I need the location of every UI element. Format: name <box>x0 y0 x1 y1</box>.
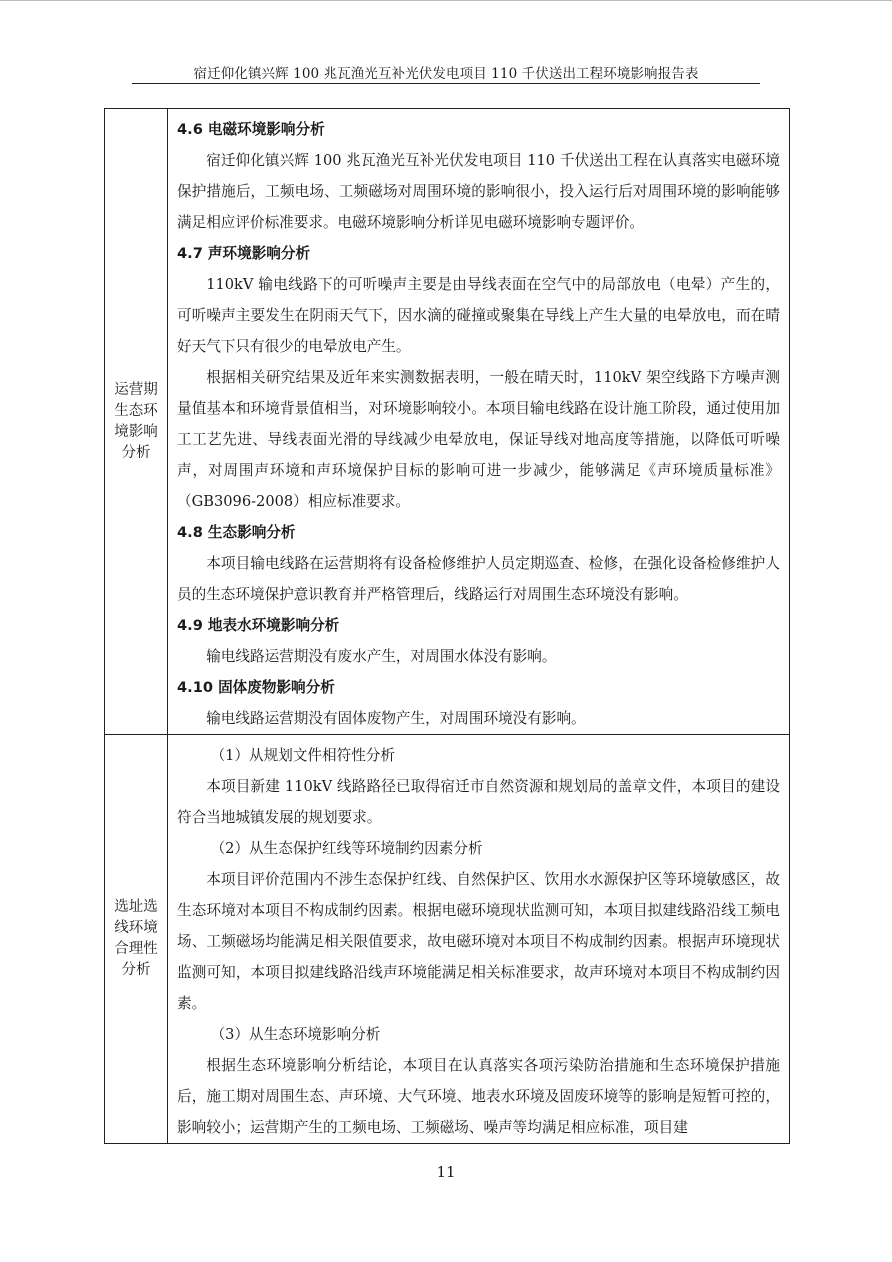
paragraph: 本项目输电线路在运营期将有设备检修维护人员定期巡查、检修，在强化设备检修维护人员的生态环境保护意识教育并严格管理后，线路运行对周围生态环境没有影响。 <box>177 555 780 603</box>
section-subheading: （3）从生态环境影响分析 <box>210 1026 381 1043</box>
section-heading: 4.8 生态影响分析 <box>177 524 296 541</box>
report-table <box>104 108 790 1144</box>
section-subheading: （2）从生态保护红线等环境制约因素分析 <box>210 840 483 857</box>
row-content-cell <box>168 735 790 1144</box>
table-row-siting <box>105 735 790 1144</box>
page-number: 11 <box>436 1163 456 1181</box>
row-label-operation: 运营期生态环境影响分析 <box>114 381 158 461</box>
row-label-siting: 选址选线环境合理性分析 <box>114 899 158 978</box>
section-heading: 4.6 电磁环境影响分析 <box>177 121 325 138</box>
row-content-cell <box>168 109 790 735</box>
section-heading: 4.7 声环境影响分析 <box>177 245 311 262</box>
section-subheading: （1）从规划文件相符性分析 <box>210 747 395 764</box>
paragraph: 宿迁仰化镇兴辉 100 兆瓦渔光互补光伏发电项目 110 千伏送出工程在认真落实电磁环境保护措施后，工频电场、工频磁场对周围环境的影响很小，投入运行后对周围环境的影响能够满足相应评价标准要求。电磁环境影响分析详见电磁环境影响专题评价。 <box>177 152 780 231</box>
section-heading: 4.9 地表水环境影响分析 <box>177 617 340 634</box>
table-row-operation <box>105 109 790 735</box>
paragraph: 输电线路运营期没有废水产生，对周围水体没有影响。 <box>206 648 557 665</box>
header-rule <box>132 83 760 84</box>
paragraph: 根据生态环境影响分析结论，本项目在认真落实各项污染防治措施和生态环境保护措施后，施工期对周围生态、声环境、大气环境、地表水环境及固废环境等的影响是短暂可控的，影响较小；运营期产生的工频电场、工频磁场、噪声等均满足相应标准，项目建 <box>177 1057 780 1136</box>
paragraph: 根据相关研究结果及近年来实测数据表明，一般在晴天时，110kV 架空线路下方噪声测量值基本和环境背景值相当，对环境影响较小。本项目输电线路在设计施工阶段，通过使用加工工艺先进、导线表面光滑的导线减少电晕放电，保证导线对地高度等措施，以降低可听噪声，对周围声环境和声环境保护目标的影响可进一步减少，能够满足《声环境质量标准》（GB3096-2008）相应标准要求。 <box>177 369 780 510</box>
row-label-cell <box>105 735 168 1144</box>
paragraph: 110kV 输电线路下的可听噪声主要是由导线表面在空气中的局部放电（电晕）产生的，可听噪声主要发生在阴雨天气下，因水滴的碰撞或聚集在导线上产生大量的电晕放电，而在晴好天气下只有很少的电晕放电产生。 <box>177 276 780 355</box>
section-heading: 4.10 固体废物影响分析 <box>177 679 335 696</box>
page-top-edge <box>0 0 892 1</box>
row-label-cell <box>105 109 168 735</box>
report-header-title: 宿迁仰化镇兴辉 100 兆瓦渔光互补光伏发电项目 110 千伏送出工程环境影响报告表 <box>193 66 699 82</box>
paragraph: 输电线路运营期没有固体废物产生，对周围环境没有影响。 <box>206 710 586 727</box>
paragraph: 本项目新建 110kV 线路路径已取得宿迁市自然资源和规划局的盖章文件，本项目的建设符合当地城镇发展的规划要求。 <box>177 778 780 826</box>
paragraph: 本项目评价范围内不涉生态保护红线、自然保护区、饮用水水源保护区等环境敏感区，故生态环境对本项目不构成制约因素。根据电磁环境现状监测可知，本项目拟建线路沿线工频电场、工频磁场均能满足相关限值要求，故电磁环境对本项目不构成制约因素。根据声环境现状监测可知，本项目拟建线路沿线声环境能满足相关标准要求，故声环境对本项目不构成制约因素。 <box>177 871 780 1012</box>
